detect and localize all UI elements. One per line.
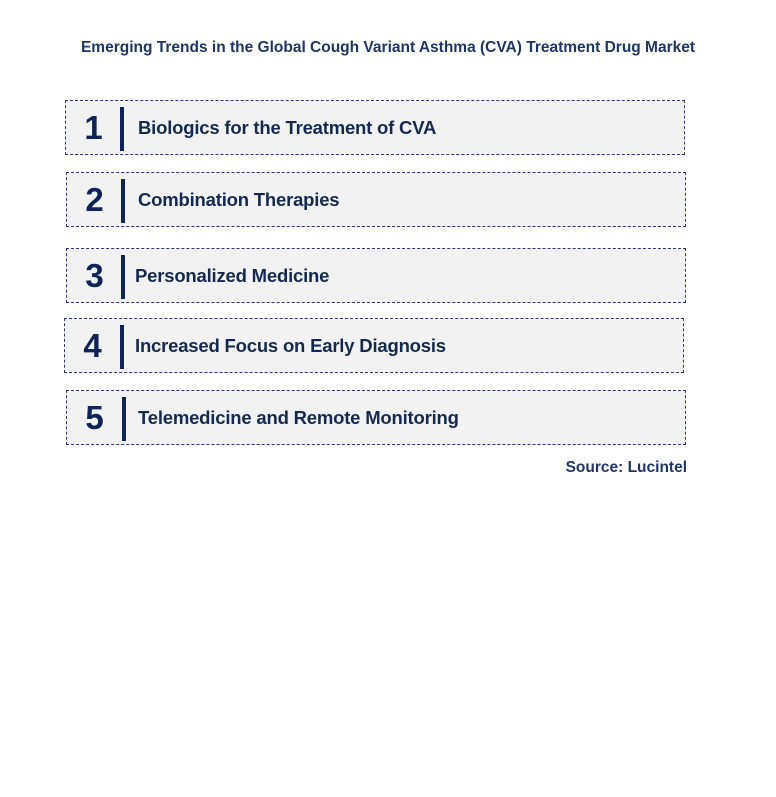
trend-label: Telemedicine and Remote Monitoring <box>138 406 459 428</box>
trend-number: 5 <box>85 398 104 436</box>
trend-label: Increased Focus on Early Diagnosis <box>135 334 446 356</box>
trend-item-3 <box>66 248 686 303</box>
trend-number: 3 <box>85 256 104 294</box>
trend-divider <box>120 325 124 369</box>
trend-label: Personalized Medicine <box>135 264 330 286</box>
source-note: Source: Lucintel <box>565 459 687 476</box>
trend-number: 2 <box>85 180 104 218</box>
trend-divider <box>120 107 124 151</box>
trend-item-4 <box>64 318 684 373</box>
trend-label: Combination Therapies <box>138 188 340 210</box>
trend-label: Biologics for the Treatment of CVA <box>138 116 437 138</box>
diagram-title: Emerging Trends in the Global Cough Variant Asthma (CVA) Treatment Drug Market <box>80 39 696 56</box>
trend-divider <box>122 397 126 441</box>
trend-number: 1 <box>84 108 103 146</box>
trend-item-5 <box>66 390 686 445</box>
trend-number: 4 <box>83 326 102 364</box>
trend-divider <box>121 255 125 299</box>
trend-divider <box>121 179 125 223</box>
trend-item-1 <box>65 100 685 155</box>
trend-item-2 <box>66 172 686 227</box>
